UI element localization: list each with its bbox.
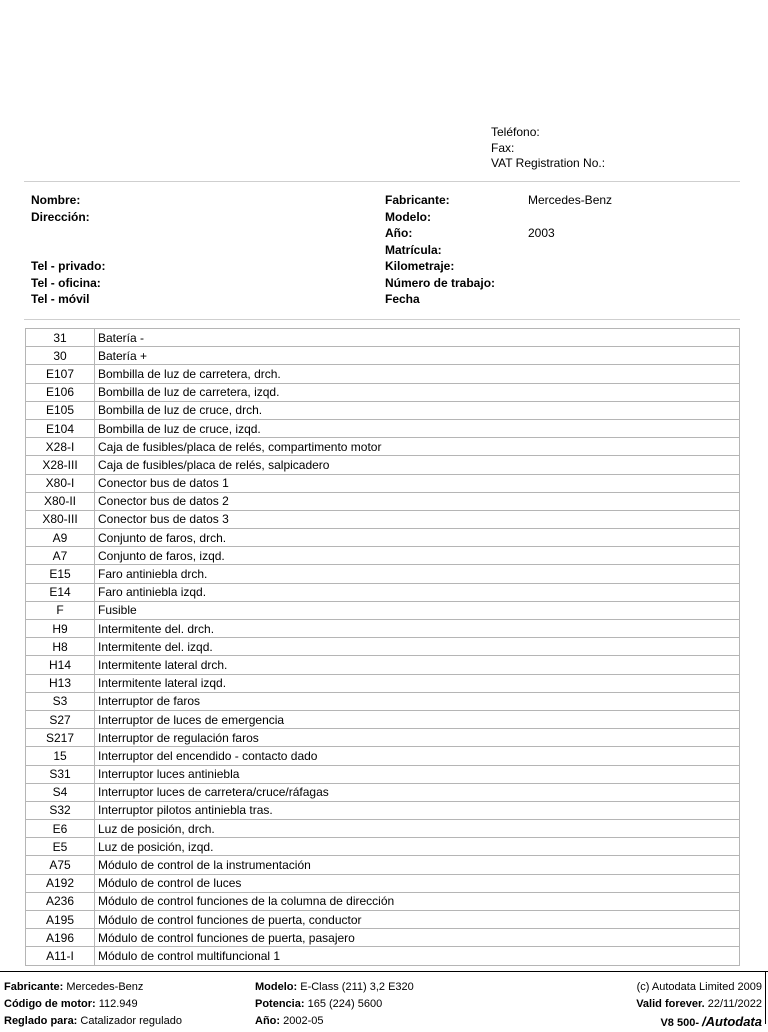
component-description: Interruptor de luces de emergencia [95,710,740,728]
table-row [26,620,740,638]
footer-engine-value: 112.949 [98,998,138,1010]
component-code: 15 [26,747,95,765]
table-row [26,329,740,347]
table-row [26,692,740,710]
component-code: X28-III [26,456,95,474]
valid-label: Valid forever. [636,998,705,1010]
component-description: Conector bus de datos 1 [95,474,740,492]
component-description: Interruptor de faros [95,692,740,710]
component-code: X28-I [26,438,95,456]
component-code: A195 [26,911,95,929]
table-row [26,729,740,747]
component-code: A236 [26,892,95,910]
footer-model-value: E-Class (211) 3,2 E320 [300,981,414,993]
table-row [26,656,740,674]
component-code: E106 [26,383,95,401]
component-code: E104 [26,419,95,437]
table-row [26,583,740,601]
component-code: E15 [26,565,95,583]
component-description: Fusible [95,601,740,619]
table-row [26,710,740,728]
table-row [26,383,740,401]
table-row [26,820,740,838]
component-code: A75 [26,856,95,874]
table-row [26,401,740,419]
component-code: 31 [26,329,95,347]
footer-middle [255,979,414,1030]
footer-tuning-value: Catalizador regulado [80,1015,182,1027]
date-label: Fecha [385,292,420,306]
component-code: S217 [26,729,95,747]
component-description: Conector bus de datos 2 [95,492,740,510]
component-description: Interruptor del encendido - contacto dado [95,747,740,765]
table-row [26,856,740,874]
component-description: Módulo de control funciones de puerta, conductor [95,911,740,929]
table-row [26,547,740,565]
footer-power-value: 165 (224) 5600 [307,998,383,1010]
component-code: E5 [26,838,95,856]
component-code: E105 [26,401,95,419]
component-description: Bombilla de luz de carretera, izqd. [95,383,740,401]
component-description: Módulo de control funciones de puerta, pasajero [95,929,740,947]
footer-engine-label: Código de motor: [4,998,96,1010]
component-code: S27 [26,710,95,728]
job-number-label: Número de trabajo: [385,275,496,290]
plate-label: Matrícula: [385,242,442,257]
footer-maker-label: Fabricante: [4,981,64,993]
component-code: A7 [26,547,95,565]
footer [0,971,768,1032]
component-description: Interruptor luces antiniebla [95,765,740,783]
table-row [26,874,740,892]
component-description: Conjunto de faros, izqd. [95,547,740,565]
table-row [26,747,740,765]
component-code: A11-I [26,947,95,965]
table-row [26,765,740,783]
component-code: E107 [26,365,95,383]
component-description: Caja de fusibles/placa de relés, compartimento motor [95,438,740,456]
component-description: Interruptor de regulación faros [95,729,740,747]
component-code: S31 [26,765,95,783]
table-row [26,638,740,656]
component-code: A192 [26,874,95,892]
footer-model-label: Modelo: [255,981,298,993]
customer-block [31,192,105,308]
table-row [26,365,740,383]
table-row [26,601,740,619]
component-code: E14 [26,583,95,601]
vehicle-labels [385,192,495,308]
tel-mobile-label: Tel - móvil [31,292,90,306]
table-row [26,947,740,965]
table-row [26,456,740,474]
footer-year-label: Año: [255,1015,281,1027]
footer-year-value: 2002-05 [283,1015,324,1027]
component-description: Intermitente lateral drch. [95,656,740,674]
component-code: 30 [26,347,95,365]
phone-label: Teléfono: [491,125,540,139]
component-code: H13 [26,674,95,692]
component-code: H8 [26,638,95,656]
table-row [26,347,740,365]
divider-top [24,181,740,182]
table-row [26,801,740,819]
component-description: Módulo de control multifuncional 1 [95,947,740,965]
footer-power-label: Potencia: [255,998,305,1010]
component-description: Bombilla de luz de cruce, izqd. [95,419,740,437]
maker-value: Mercedes-Benz [528,193,613,207]
contact-block [491,125,605,172]
footer-left [4,979,182,1030]
vehicle-values [528,192,612,242]
table-row [26,565,740,583]
tel-private-label: Tel - privado: [31,259,106,273]
component-code: A9 [26,529,95,547]
component-code: A196 [26,929,95,947]
component-description: Interruptor luces de carretera/cruce/ráfagas [95,783,740,801]
component-description: Faro antiniebla drch. [95,565,740,583]
component-description: Bombilla de luz de cruce, drch. [95,401,740,419]
component-description: Batería - [95,329,740,347]
table-row [26,674,740,692]
year-label: Año: [385,226,413,240]
table-row [26,474,740,492]
table-row [26,492,740,510]
copyright-text: (c) Autodata Limited 2009 [636,981,762,993]
valid-date: 22/11/2022 [707,998,762,1010]
footer-maker-value: Mercedes-Benz [66,981,144,993]
name-label: Nombre: [31,193,81,207]
component-description: Intermitente lateral izqd. [95,674,740,692]
component-description: Caja de fusibles/placa de relés, salpicadero [95,456,740,474]
component-code: S32 [26,801,95,819]
component-description: Bombilla de luz de carretera, drch. [95,365,740,383]
component-code: S3 [26,692,95,710]
table-row [26,838,740,856]
table-row [26,929,740,947]
footer-tuning-label: Reglado para: [4,1015,78,1027]
address-label: Dirección: [31,209,90,224]
component-description: Módulo de control de la instrumentación [95,856,740,874]
engine-code-2: V8 500- [660,1017,699,1029]
component-description: Intermitente del. drch. [95,620,740,638]
fax-label: Fax: [491,140,515,155]
component-description: Luz de posición, drch. [95,820,740,838]
component-description: Interruptor pilotos antiniebla tras. [95,801,740,819]
component-code: X80-I [26,474,95,492]
component-description: Conector bus de datos 3 [95,510,740,528]
component-description: Conjunto de faros, drch. [95,529,740,547]
component-description: Módulo de control funciones de la columna de dirección [95,892,740,910]
table-row [26,510,740,528]
vat-label: VAT Registration No.: [491,156,606,170]
component-code: F [26,601,95,619]
table-row [26,438,740,456]
footer-right [636,979,762,1032]
component-description: Módulo de control de luces [95,874,740,892]
components-table [25,328,740,966]
divider-middle [24,319,740,320]
autodata-logo: /Autodata [702,1014,762,1029]
component-code: S4 [26,783,95,801]
component-description: Faro antiniebla izqd. [95,583,740,601]
tel-office-label: Tel - oficina: [31,275,101,290]
table-row [26,529,740,547]
component-code: E6 [26,820,95,838]
table-row [26,911,740,929]
component-description: Intermitente del. izqd. [95,638,740,656]
table-row [26,783,740,801]
footer-right-border [765,971,766,1024]
table-row [26,892,740,910]
component-code: H9 [26,620,95,638]
year-value: 2003 [528,226,555,240]
component-code: X80-II [26,492,95,510]
model-label: Modelo: [385,209,431,224]
component-description: Batería + [95,347,740,365]
component-code: H14 [26,656,95,674]
component-code: X80-III [26,510,95,528]
mileage-label: Kilometraje: [385,259,455,273]
maker-label: Fabricante: [385,193,450,207]
table-row [26,419,740,437]
component-description: Luz de posición, izqd. [95,838,740,856]
